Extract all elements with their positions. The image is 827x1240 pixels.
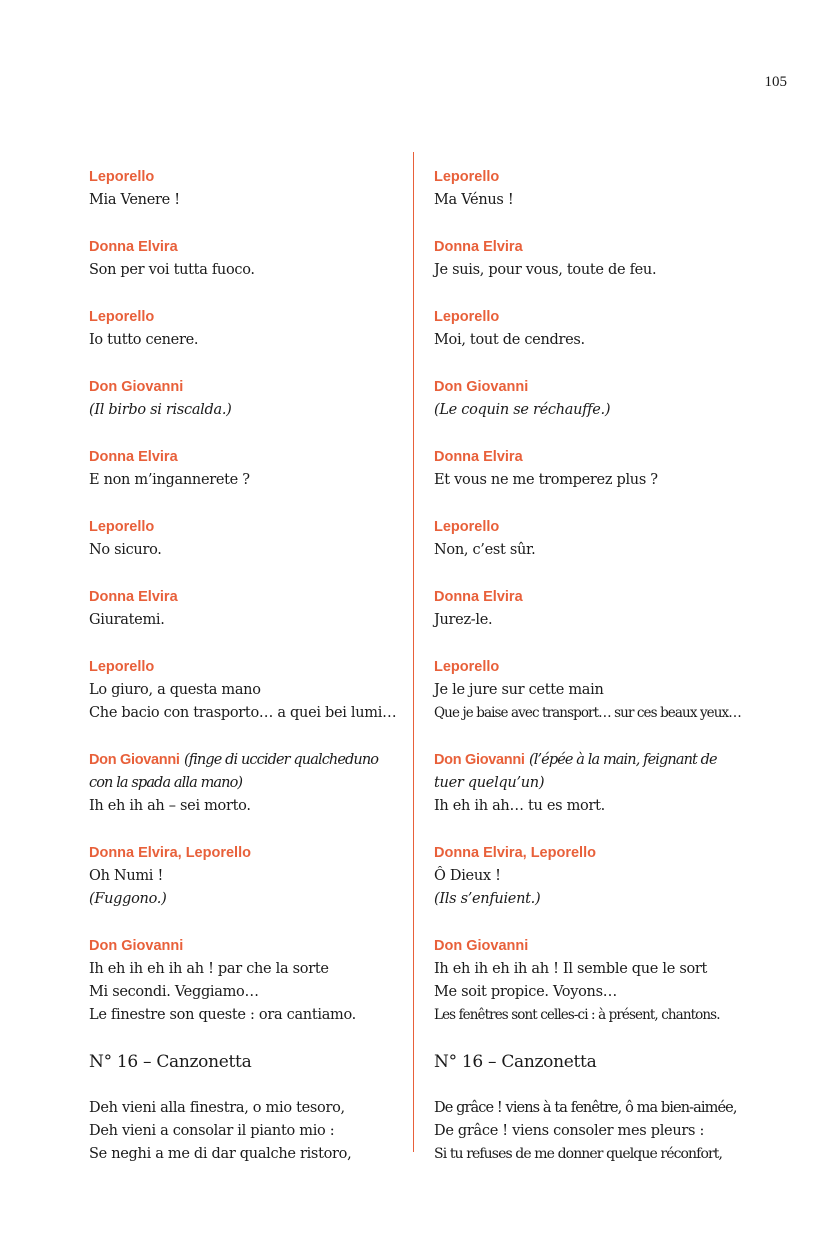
french-column <box>434 166 764 1190</box>
speaker-name: Don Giovanni <box>434 752 525 768</box>
dialogue-line: Que je baise avec transport… sur ces beaux yeux… <box>434 705 741 721</box>
speaker-name: Donna Elvira <box>89 449 178 465</box>
speaker-name: Don Giovanni <box>89 379 184 395</box>
speaker-name: Donna Elvira <box>89 589 178 605</box>
speaker-name: Donna Elvira, Leporello <box>89 845 251 861</box>
verse-line: Deh vieni alla finestra, o mio tesoro, <box>89 1100 345 1116</box>
dialogue-block <box>89 306 399 352</box>
speaker-name: Leporello <box>89 169 155 185</box>
stage-direction: (Fuggono.) <box>89 891 167 907</box>
speaker-name: Don Giovanni <box>434 938 529 954</box>
dialogue-line: Ma Vénus ! <box>434 192 514 208</box>
dialogue-block <box>89 236 399 282</box>
stage-direction: (Le coquin se réchauffe.) <box>434 402 611 418</box>
italian-column <box>89 166 399 1190</box>
dialogue-line: Le finestre son queste : ora cantiamo. <box>89 1007 356 1023</box>
dialogue-block <box>89 749 399 818</box>
dialogue-line: Oh Numi ! <box>89 868 163 884</box>
dialogue-line: Moi, tout de cendres. <box>434 332 585 348</box>
dialogue-line: Ih eh ih ah – sei morto. <box>89 798 251 814</box>
speaker-name: Don Giovanni <box>89 752 180 768</box>
dialogue-line: Giuratemi. <box>89 612 165 628</box>
dialogue-line: Les fenêtres sont celles-ci : à présent, chantons. <box>434 1007 720 1023</box>
speaker-name: Leporello <box>89 309 155 325</box>
dialogue-block <box>89 656 399 725</box>
verse-line: Deh vieni a consolar il pianto mio : <box>89 1123 335 1139</box>
stage-direction: (l’épée à la main, feignant de <box>528 752 717 768</box>
verse-line: De grâce ! viens à ta fenêtre, ô ma bien-aimée, <box>434 1100 737 1116</box>
dialogue-block <box>434 749 764 818</box>
stage-direction: tuer quelqu’un) <box>434 775 545 791</box>
dialogue-block <box>89 166 399 212</box>
dialogue-block <box>434 516 764 562</box>
dialogue-block <box>89 586 399 632</box>
dialogue-block <box>434 166 764 212</box>
dialogue-block <box>89 516 399 562</box>
dialogue-line: Non, c’est sûr. <box>434 542 536 558</box>
dialogue-line: Me soit propice. Voyons… <box>434 984 617 1000</box>
dialogue-block <box>89 935 399 1027</box>
speaker-name: Leporello <box>434 169 500 185</box>
dialogue-block <box>434 446 764 492</box>
verse-block <box>89 1097 399 1166</box>
speaker-name: Leporello <box>434 309 500 325</box>
speaker-name: Donna Elvira <box>434 239 523 255</box>
page-number: 105 <box>764 74 787 90</box>
speaker-name: Donna Elvira <box>434 589 523 605</box>
section-title: N° 16 – Canzonetta <box>434 1052 597 1072</box>
dialogue-line: Je le jure sur cette main <box>434 682 604 698</box>
dialogue-block <box>434 842 764 911</box>
dialogue-block <box>434 656 764 725</box>
speaker-name: Don Giovanni <box>89 938 184 954</box>
dialogue-line: Son per voi tutta fuoco. <box>89 262 255 278</box>
section-title: N° 16 – Canzonetta <box>89 1052 252 1072</box>
dialogue-line: Et vous ne me tromperez plus ? <box>434 472 658 488</box>
speaker-name: Donna Elvira <box>434 449 523 465</box>
speaker-name: Donna Elvira <box>89 239 178 255</box>
speaker-name: Donna Elvira, Leporello <box>434 845 596 861</box>
dialogue-line: Lo giuro, a questa mano <box>89 682 261 698</box>
dialogue-line: E non m’ingannerete ? <box>89 472 250 488</box>
verse-line: Si tu refuses de me donner quelque réconfort, <box>434 1146 723 1162</box>
dialogue-line: Io tutto cenere. <box>89 332 199 348</box>
speaker-name: Leporello <box>89 659 155 675</box>
column-divider <box>413 152 414 1152</box>
dialogue-line: Ih eh ih eh ih ah ! par che la sorte <box>89 961 329 977</box>
dialogue-line: Ô Dieux ! <box>434 868 501 884</box>
dialogue-block <box>434 306 764 352</box>
stage-direction: (finge di uccider qualcheduno <box>183 752 379 768</box>
dialogue-block <box>434 586 764 632</box>
speaker-name: Leporello <box>89 519 155 535</box>
dialogue-line: Mia Venere ! <box>89 192 180 208</box>
verse-block <box>434 1097 764 1166</box>
dialogue-block <box>434 376 764 422</box>
stage-direction: (Il birbo si riscalda.) <box>89 402 232 418</box>
dialogue-line: Je suis, pour vous, toute de feu. <box>434 262 657 278</box>
verse-line: De grâce ! viens consoler mes pleurs : <box>434 1123 705 1139</box>
dialogue-block <box>89 376 399 422</box>
dialogue-line: Ih eh ih ah… tu es mort. <box>434 798 605 814</box>
dialogue-block <box>89 446 399 492</box>
dialogue-block <box>89 842 399 911</box>
dialogue-block <box>434 935 764 1027</box>
dialogue-block <box>434 236 764 282</box>
speaker-name: Leporello <box>434 659 500 675</box>
speaker-name: Don Giovanni <box>434 379 529 395</box>
dialogue-line: Mi secondi. Veggiamo… <box>89 984 259 1000</box>
dialogue-line: No sicuro. <box>89 542 162 558</box>
speaker-name: Leporello <box>434 519 500 535</box>
dialogue-line: Ih eh ih eh ih ah ! Il semble que le sort <box>434 961 708 977</box>
dialogue-line: Che bacio con trasporto… a quei bei lumi… <box>89 705 397 721</box>
verse-line: Se neghi a me di dar qualche ristoro, <box>89 1146 352 1162</box>
stage-direction: con la spada alla mano) <box>89 775 243 791</box>
stage-direction: (Ils s’enfuient.) <box>434 891 541 907</box>
dialogue-line: Jurez-le. <box>434 612 493 628</box>
